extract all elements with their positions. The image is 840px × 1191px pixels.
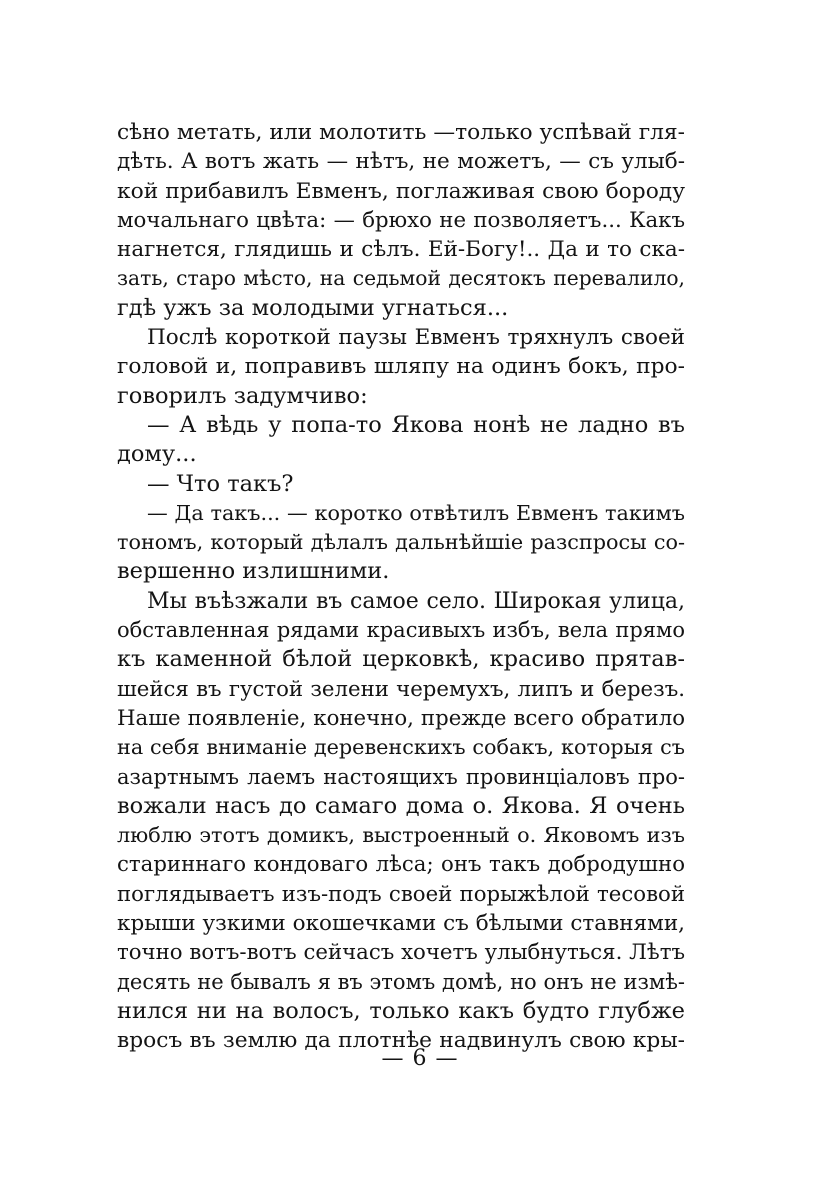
text-line: головой и, поправивъ шляпу на одинъ бокъ, про- — [117, 354, 685, 380]
text-line: гдѣ ужъ за молодыми угнаться... — [117, 294, 509, 321]
text-line: кой прибавилъ Евменъ, поглаживая свою бороду — [117, 178, 685, 204]
text-line: мочальнаго цвѣта: — брюхо не позволяетъ... Какъ — [117, 207, 685, 233]
text-line: — А вѣдь у попа-то Якова нонѣ не ладно въ — [147, 411, 685, 438]
text-line: десять не бывалъ я въ этомъ домѣ, но онъ не измѣ- — [117, 969, 685, 994]
text-line: обставленная рядами красивыхъ избъ, вела прямо — [117, 618, 685, 643]
text-line: нагнется, глядишь и сѣлъ. Ей-Богу!.. Да и то ска- — [117, 237, 685, 263]
text-line: зать, старо мѣсто, на седьмой десятокъ перевалило, — [117, 266, 685, 291]
page-number: — 6 — — [381, 1046, 459, 1071]
text-line: азартнымъ лаемъ настоящихъ провинціаловъ про- — [117, 764, 685, 789]
body-text — [117, 118, 685, 1056]
text-line: нился ни на волосъ, только какъ будто глубже — [117, 997, 685, 1024]
text-line: точно вотъ-вотъ сейчасъ хочетъ улыбнуться. Лѣтъ — [117, 940, 685, 966]
text-line: сѣно метать, или молотить —только успѣвай гля- — [117, 120, 685, 145]
text-line: шейся въ густой зелени черемухъ, липъ и березъ. — [117, 676, 685, 702]
text-line: Послѣ короткой паузы Евменъ тряхнулъ своей — [147, 325, 685, 351]
text-line: крыши узкими окошечками съ бѣлыми ставнями, — [117, 911, 685, 937]
text-line: дому... — [117, 441, 197, 468]
text-line: тономъ, который дѣлалъ дальнѣйшіе разспросы со- — [117, 530, 685, 555]
text-line: вершенно излишними. — [117, 558, 390, 585]
text-line: на себя вниманіе деревенскихъ собакъ, которыя съ — [117, 735, 685, 760]
text-line: вожали насъ до самаго дома о. Якова. Я очень — [117, 792, 685, 819]
text-line: — Что такъ? — [147, 470, 294, 497]
text-line: къ каменной бѣлой церковкѣ, красиво прятав- — [117, 646, 685, 673]
text-line: стариннаго кондоваго лѣса; онъ такъ добродушно — [117, 852, 685, 878]
text-line: говорилъ задумчиво: — [117, 382, 368, 409]
text-line: Наше появленіе, конечно, прежде всего обратило — [117, 705, 685, 731]
text-line: дѣть. А вотъ жать — нѣтъ, не можетъ, — съ улыб- — [117, 149, 685, 175]
text-line: люблю этотъ домикъ, выстроенный о. Яковомъ изъ — [117, 823, 685, 848]
text-line: — Да такъ... — коротко отвѣтилъ Евменъ такимъ — [147, 500, 685, 525]
text-line: вросъ въ землю да плотнѣе надвинулъ свою кры- — [117, 1028, 685, 1054]
text-line: Мы въѣзжали въ самое село. Широкая улица, — [147, 588, 685, 614]
text-line: поглядываетъ изъ-подъ своей порыжѣлой тесовой — [117, 881, 685, 907]
